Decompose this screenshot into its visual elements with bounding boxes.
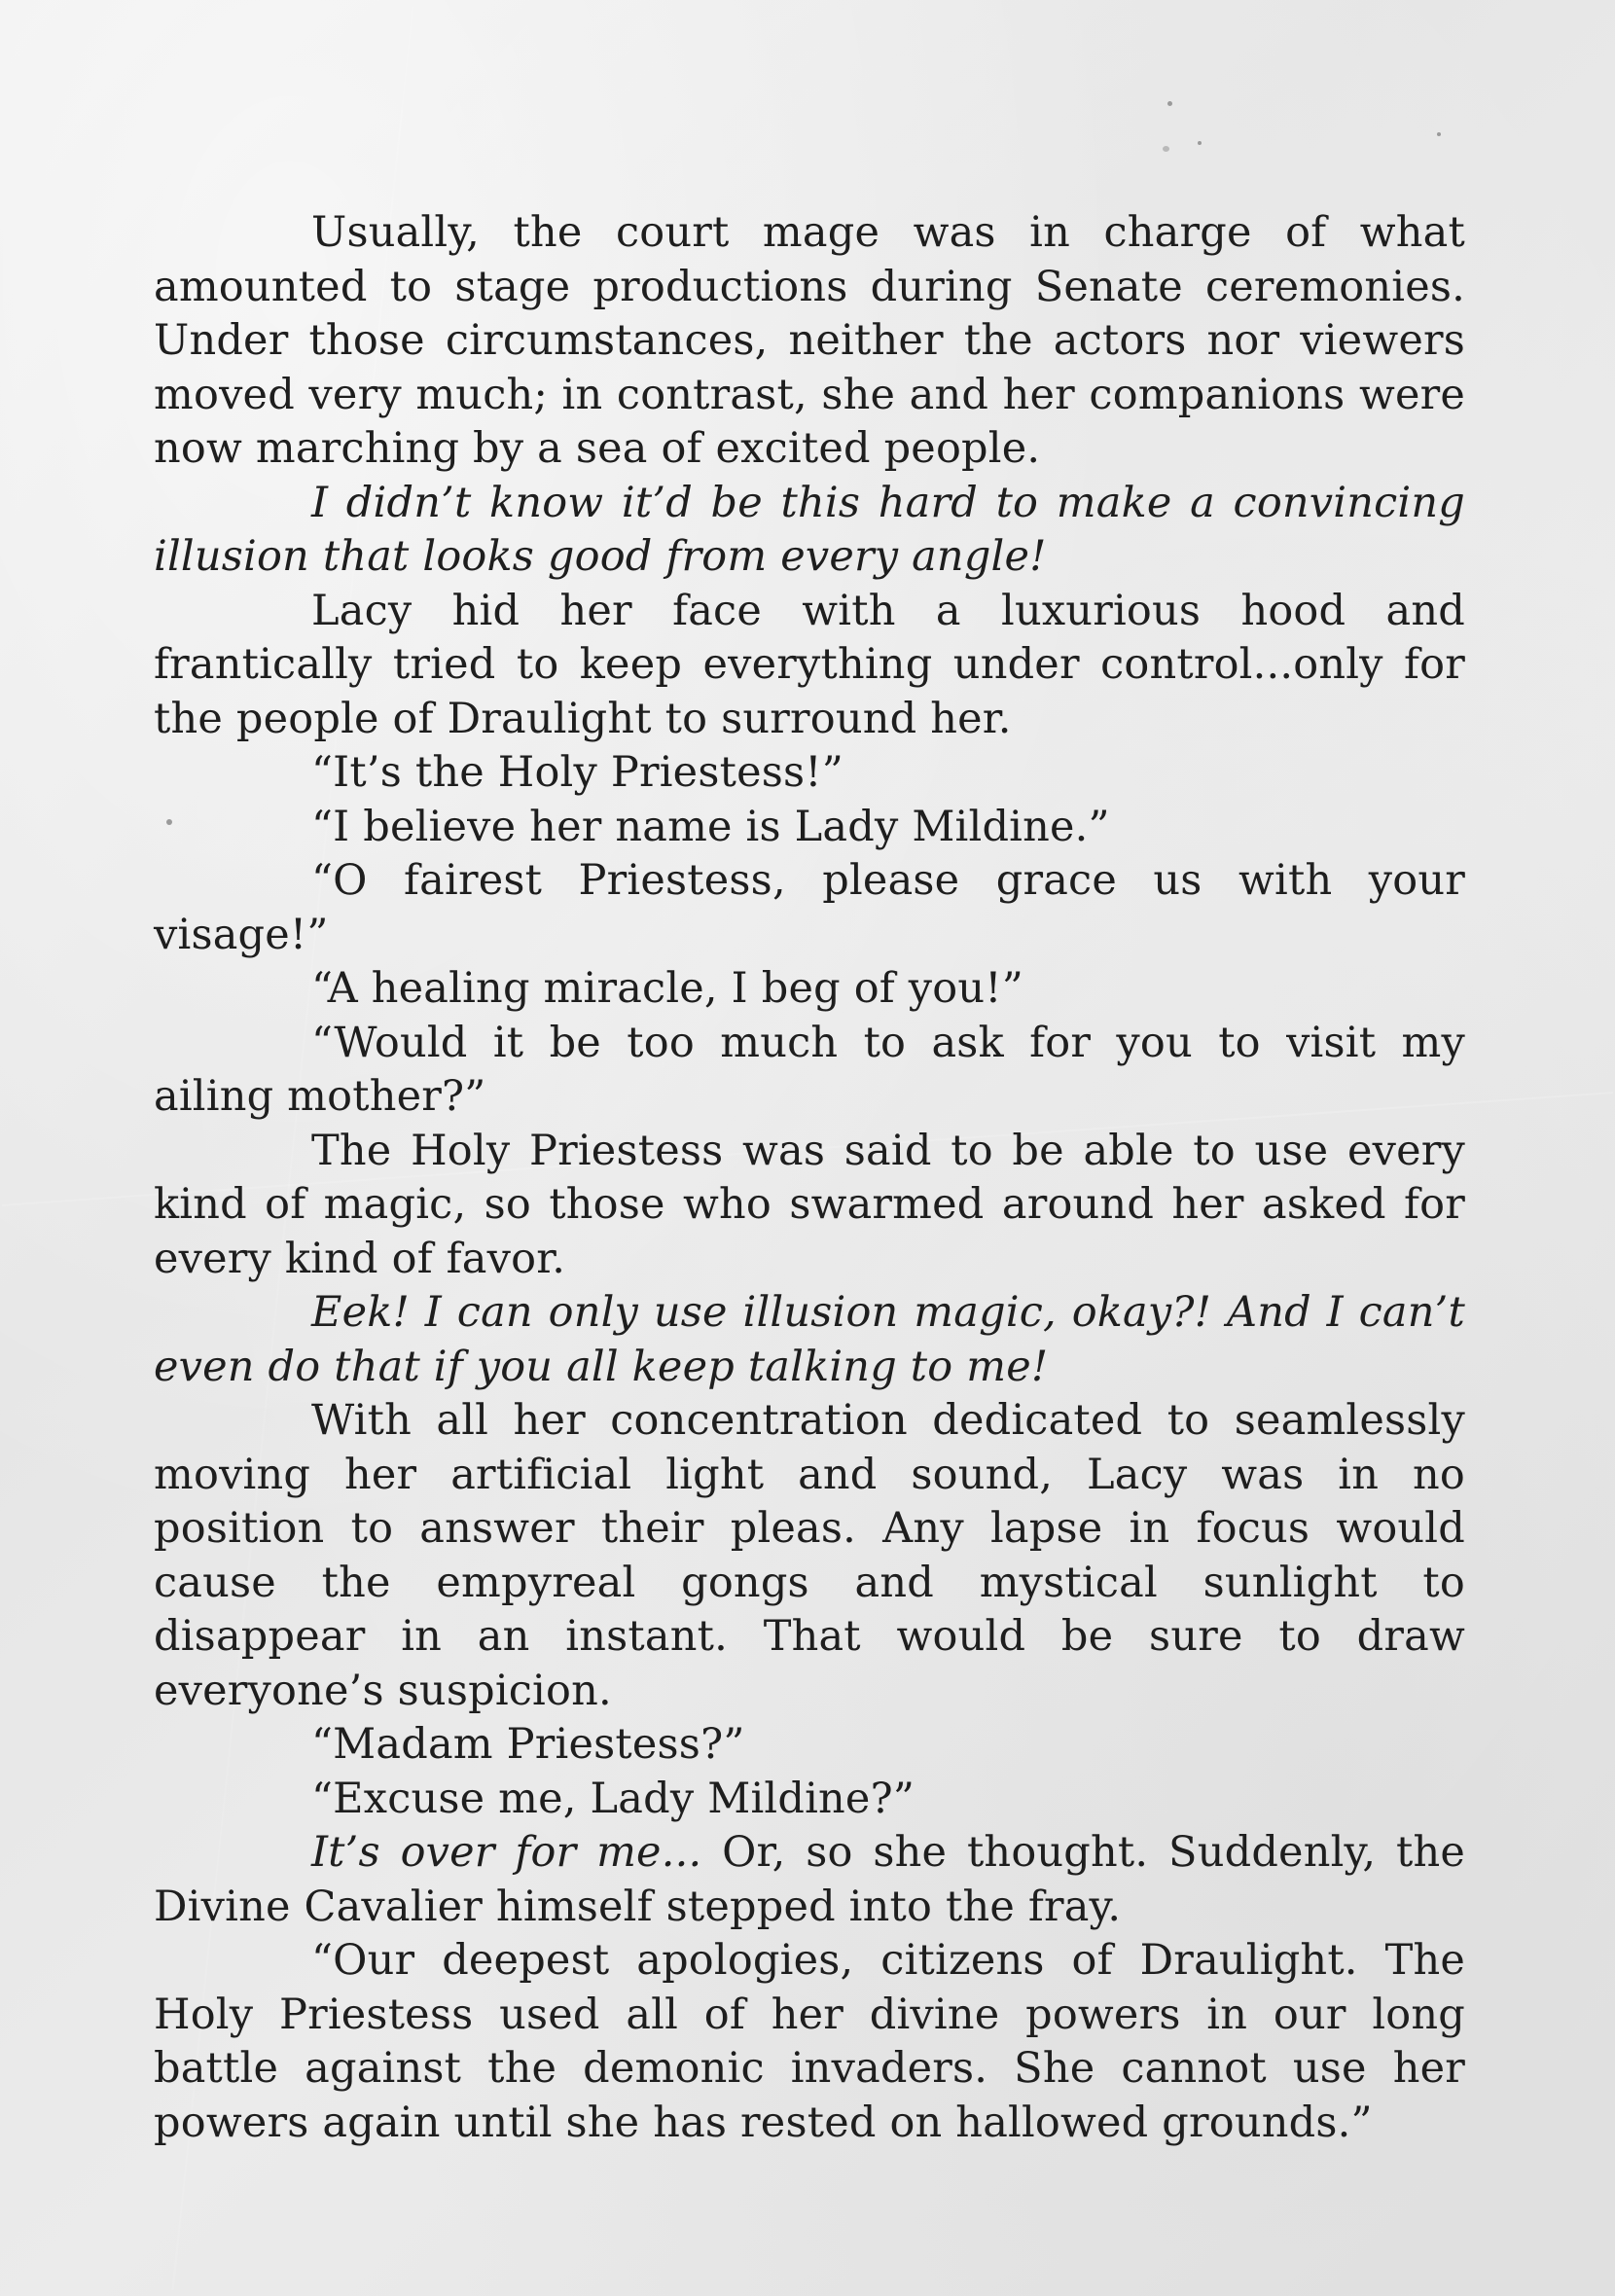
- paragraph: Lacy hid her face with a luxurious hood and frantically tried to keep everything under control...only for the people of Draulight to surround her.: [154, 586, 1465, 743]
- paper-speck: [1163, 146, 1169, 152]
- paragraph: The Holy Priestess was said to be able to use every kind of magic, so those who swarmed around her asked for every kind of favor.: [154, 1126, 1465, 1283]
- italic-thought: It’s over for me...: [311, 1828, 702, 1877]
- dialogue-line: “Would it be too much to ask for you to visit my ailing mother?”: [154, 1018, 1465, 1121]
- dialogue-line: “O fairest Priestess, please grace us with your visage!”: [154, 856, 1465, 959]
- body-text: [154, 206, 1465, 2150]
- paper-speck: [1167, 101, 1172, 106]
- paragraph-italic-thought: I didn’t know it’d be this hard to make a convincing illusion that looks good from every angle!: [154, 478, 1465, 581]
- dialogue-line: “It’s the Holy Priestess!”: [311, 748, 843, 797]
- paper-speck: [1198, 141, 1202, 145]
- dialogue-line: “I believe her name is Lady Mildine.”: [311, 802, 1110, 851]
- paragraph-mixed: [154, 1826, 1465, 1934]
- paragraph: Usually, the court mage was in charge of what amounted to stage productions during Senate ceremonies. Under those circumstances, neither the actors nor viewers moved very much; in contrast, she and her companions were now marching by a sea of excited people.: [154, 208, 1465, 473]
- narration: Or, so she thought. Suddenly, the Divine Cavalier himself stepped into the fray.: [154, 1828, 1465, 1931]
- paragraph: With all her concentration dedicated to seamlessly moving her artificial light and sound, Lacy was in no position to answer their pleas. Any lapse in focus would cause the empyreal gongs and mystical sunlight to disappear in an instant. That would be sure to draw everyone’s suspicion.: [154, 1396, 1465, 1715]
- paper-speck: [1437, 132, 1441, 136]
- dialogue-line: “Madam Priestess?”: [311, 1720, 745, 1769]
- dialogue-line: “Our deepest apologies, citizens of Draulight. The Holy Priestess used all of her divine powers in our long battle against the demonic invaders. She cannot use her powers again until she has rested on hallowed grounds.”: [154, 1936, 1465, 2147]
- paragraph-italic-thought: Eek! I can only use illusion magic, okay?! And I can’t even do that if you all keep talking to me!: [154, 1288, 1465, 1391]
- dialogue-line: “Excuse me, Lady Mildine?”: [311, 1774, 915, 1823]
- dialogue-line: “A healing miracle, I beg of you!”: [311, 964, 1023, 1013]
